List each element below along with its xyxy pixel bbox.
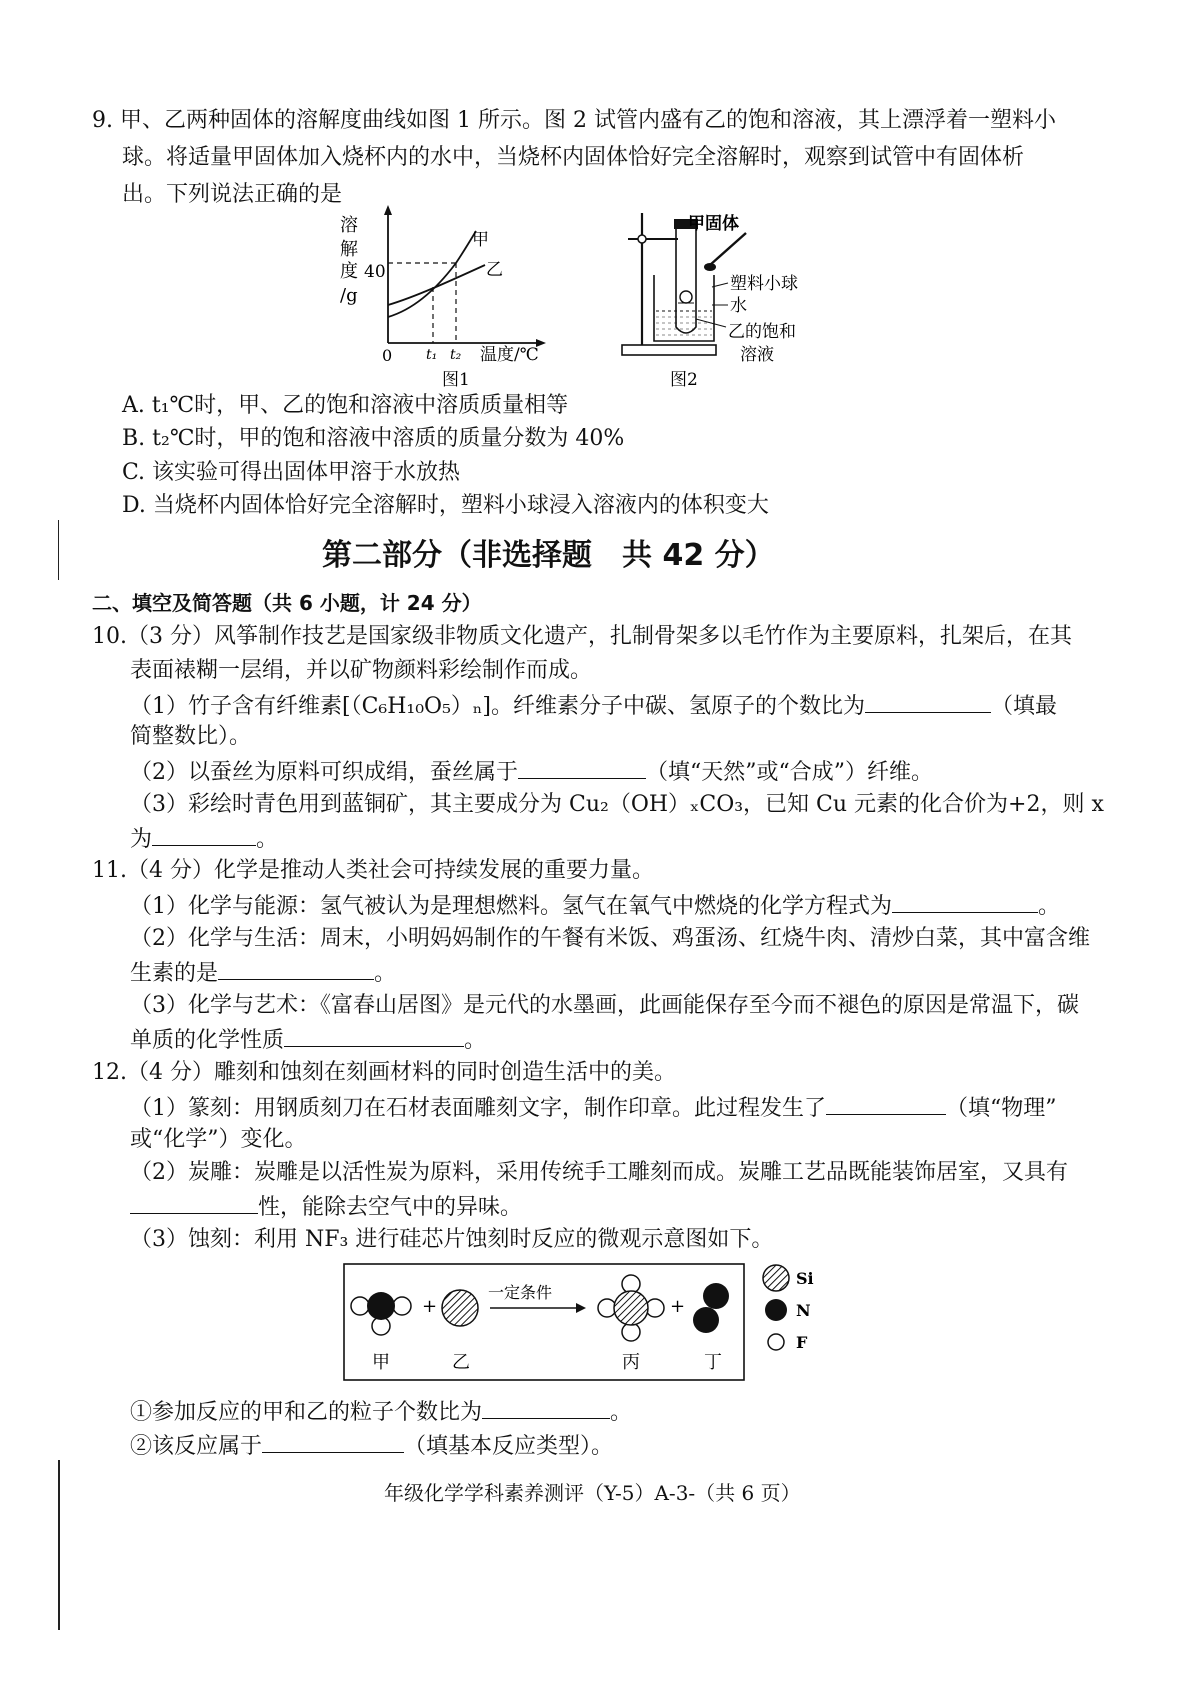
q12-part1-text: （1）篆刻：用钢质刻刀在石材表面雕刻文字，制作印章。此过程发生了 (130, 1096, 826, 1121)
plus-2: + (670, 1296, 686, 1317)
q10-line4: 简整数比）。 (130, 724, 252, 749)
part2-title: 第二部分（非选择题 共 42 分） (322, 538, 775, 573)
y-label-2: 解 (340, 239, 358, 260)
y-label-1: 溶 (340, 215, 358, 236)
q9-line1: 9. 甲、乙两种固体的溶解度曲线如图 1 所示。图 2 试管内盛有乙的饱和溶液，其上漂浮着一塑料小 (92, 108, 1056, 133)
label-ball: 塑料小球 (730, 274, 798, 294)
q10-part3-answer (130, 823, 278, 855)
q11-part3-answer (130, 1024, 486, 1056)
label-jia: 甲 (372, 1352, 390, 1373)
q12-part3: （3）蚀刻：利用 NF₃ 进行硅芯片蚀刻时反应的微观示意图如下。 (130, 1227, 774, 1252)
q12-part2-tail: 性，能除去空气中的异味。 (258, 1195, 523, 1220)
answer-blank-11-1[interactable] (892, 890, 1038, 913)
legend-f-icon (768, 1334, 784, 1350)
t2-label: t₂ (450, 347, 462, 363)
page-footer: 年级化学学科素养测评（Y-5）A-3-（共 6 页） (384, 1481, 801, 1505)
molecule-sif4 (598, 1275, 664, 1341)
q11-part2-tail: 。 (374, 961, 397, 986)
q11-part2-answer (130, 957, 396, 989)
t1-label: t₁ (426, 347, 438, 363)
label-solid: 甲固体 (688, 214, 739, 234)
spatula (710, 233, 746, 265)
q9-line3: 出。下列说法正确的是 (122, 182, 343, 207)
q9-line2: 球。将适量甲固体加入烧杯内的水中，当烧杯内固体恰好完全溶解时，观察到试管中有固体析 (122, 145, 1025, 170)
label-solution-1: 乙的饱和 (728, 322, 796, 342)
q10-part3: （3）彩绘时青色用到蓝铜矿，其主要成分为 Cu₂（OH）ₓCO₃，已知 Cu 元素的化合价为+2，则 x (130, 792, 1104, 817)
q9-option-d: D. 当烧杯内固体恰好完全溶解时，塑料小球浸入溶液内的体积变大 (122, 493, 769, 518)
scan-edge-line (58, 1460, 60, 1630)
label-ding: 丁 (704, 1352, 722, 1373)
q11-part3-tail: 。 (464, 1028, 487, 1053)
q12-line3: 或“化学”）变化。 (130, 1127, 307, 1152)
q10-part2 (130, 756, 933, 788)
answer-blank-12-3[interactable] (482, 1396, 610, 1419)
apparatus-diagram (618, 205, 818, 390)
answer-blank-10-1[interactable] (865, 690, 991, 713)
q11-part2: （2）化学与生活：周末，小明妈妈制作的午餐有米饭、鸡蛋汤、红烧牛肉、清炒白菜，其中富含维 (130, 926, 1091, 951)
curve-yi-label: 乙 (486, 260, 503, 280)
y-tick-40: 40 (364, 262, 386, 282)
stand-base (622, 345, 716, 355)
legend-n-icon (765, 1299, 787, 1321)
diagram-frame (344, 1264, 744, 1380)
y-axis-arrow (384, 205, 392, 215)
q9-option-a: A. t₁℃时，甲、乙的饱和溶液中溶质质量相等 (122, 393, 569, 418)
x-label: 温度/℃ (480, 345, 539, 365)
answer-blank-12-4[interactable] (262, 1430, 404, 1453)
q12-part2: （2）炭雕：炭雕是以活性炭为原料，采用传统手工雕刻而成。炭雕工艺品既能装饰居室，又具有 (130, 1160, 1069, 1185)
clamp-knob (638, 235, 646, 243)
y-label-4: /g (340, 285, 358, 306)
solubility-chart (330, 205, 570, 390)
section2-heading: 二、填空及简答题（共 6 小题，计 24 分） (92, 591, 482, 615)
molecule-n2 (693, 1283, 729, 1333)
q11-part3: （3）化学与艺术：《富春山居图》是元代的水墨画，此画能保存至今而不褪色的原因是常温下，碳 (130, 993, 1080, 1018)
plus-1: + (422, 1296, 438, 1317)
label-bing: 丙 (622, 1352, 640, 1373)
q12-part1 (130, 1092, 1057, 1124)
q11-part2-text: 生素的是 (130, 961, 219, 986)
label-water: 水 (730, 296, 747, 316)
atom-si (442, 1290, 478, 1326)
answer-blank-10-3[interactable] (152, 823, 256, 846)
answer-blank-10-2[interactable] (518, 756, 646, 779)
q12-sub2-tail: （填基本反应类型）。 (404, 1434, 614, 1459)
q10-part3-text: 为 (130, 827, 153, 852)
q10-part1-text: （1）竹子含有纤维素[（C₆H₁₀O₅）ₙ]。纤维素分子中碳、氢原子的个数比为 (130, 694, 866, 719)
scan-edge-mark (58, 520, 59, 580)
q12-sub1 (130, 1396, 632, 1428)
q10-part2-tail: （填“天然”或“合成”）纤维。 (646, 760, 933, 785)
q11-part1-tail: 。 (1038, 894, 1061, 919)
q10-part1 (130, 690, 1057, 722)
fig1-caption: 图1 (442, 370, 470, 390)
q12-sub2-text: ②该反应属于 (130, 1434, 263, 1459)
reaction-arrow-head (576, 1303, 586, 1313)
q12-part1-tail: （填“物理” (946, 1096, 1057, 1121)
reaction-micro-diagram (340, 1262, 850, 1392)
origin-label: 0 (382, 346, 393, 365)
answer-blank-12-2[interactable] (130, 1191, 258, 1214)
legend-f-label: F (796, 1333, 808, 1352)
q12-sub1-text: ①参加反应的甲和乙的粒子个数比为 (130, 1400, 483, 1425)
legend-si-label: Si (796, 1269, 814, 1288)
q12-sub1-tail: 。 (610, 1400, 633, 1425)
answer-blank-12-1[interactable] (826, 1092, 946, 1115)
label-solution-2: 溶液 (740, 345, 774, 365)
q9-option-b: B. t₂℃时，甲的饱和溶液中溶质的质量分数为 40% (122, 426, 625, 451)
reaction-condition: 一定条件 (488, 1283, 553, 1302)
beaker (654, 275, 714, 341)
fig2-caption: 图2 (670, 370, 698, 390)
q11-part1-text: （1）化学与能源：氢气被认为是理想燃料。氢气在氧气中燃烧的化学方程式为 (130, 894, 892, 919)
y-label-3: 度 (340, 261, 358, 282)
q10-part2-text: （2）以蚕丝为原料可织成绢，蚕丝属于 (130, 760, 518, 785)
q11-line1: 11.（4 分）化学是推动人类社会可持续发展的重要力量。 (92, 858, 654, 883)
spatula-tip (704, 263, 716, 271)
curve-jia (388, 231, 476, 317)
q12-line1: 12.（4 分）雕刻和蚀刻在刻画材料的同时创造生活中的美。 (92, 1060, 676, 1085)
answer-blank-11-3[interactable] (284, 1024, 464, 1047)
q10-part1-tail: （填最 (991, 694, 1058, 719)
label-yi: 乙 (452, 1352, 470, 1373)
q11-part3-text: 单质的化学性质 (130, 1028, 285, 1053)
q10-line1: 10.（3 分）风筝制作技艺是国家级非物质文化遗产，扎制骨架多以毛竹作为主要原料，扎架后，在其 (92, 624, 1072, 649)
answer-blank-11-2[interactable] (218, 957, 374, 980)
q9-option-c: C. 该实验可得出固体甲溶于水放热 (122, 460, 461, 485)
q11-part1 (130, 890, 1060, 922)
q10-line2: 表面裱糊一层绢，并以矿物颜料彩绘制作而成。 (130, 658, 593, 683)
q12-part2-answer (130, 1191, 522, 1223)
legend-si-icon (763, 1265, 789, 1291)
molecule-nf3 (351, 1292, 411, 1335)
q12-sub2 (130, 1430, 613, 1462)
curve-jia-label: 甲 (472, 230, 489, 250)
plastic-ball (680, 291, 692, 303)
legend-n-label: N (796, 1301, 811, 1320)
q10-part3-tail: 。 (256, 827, 279, 852)
